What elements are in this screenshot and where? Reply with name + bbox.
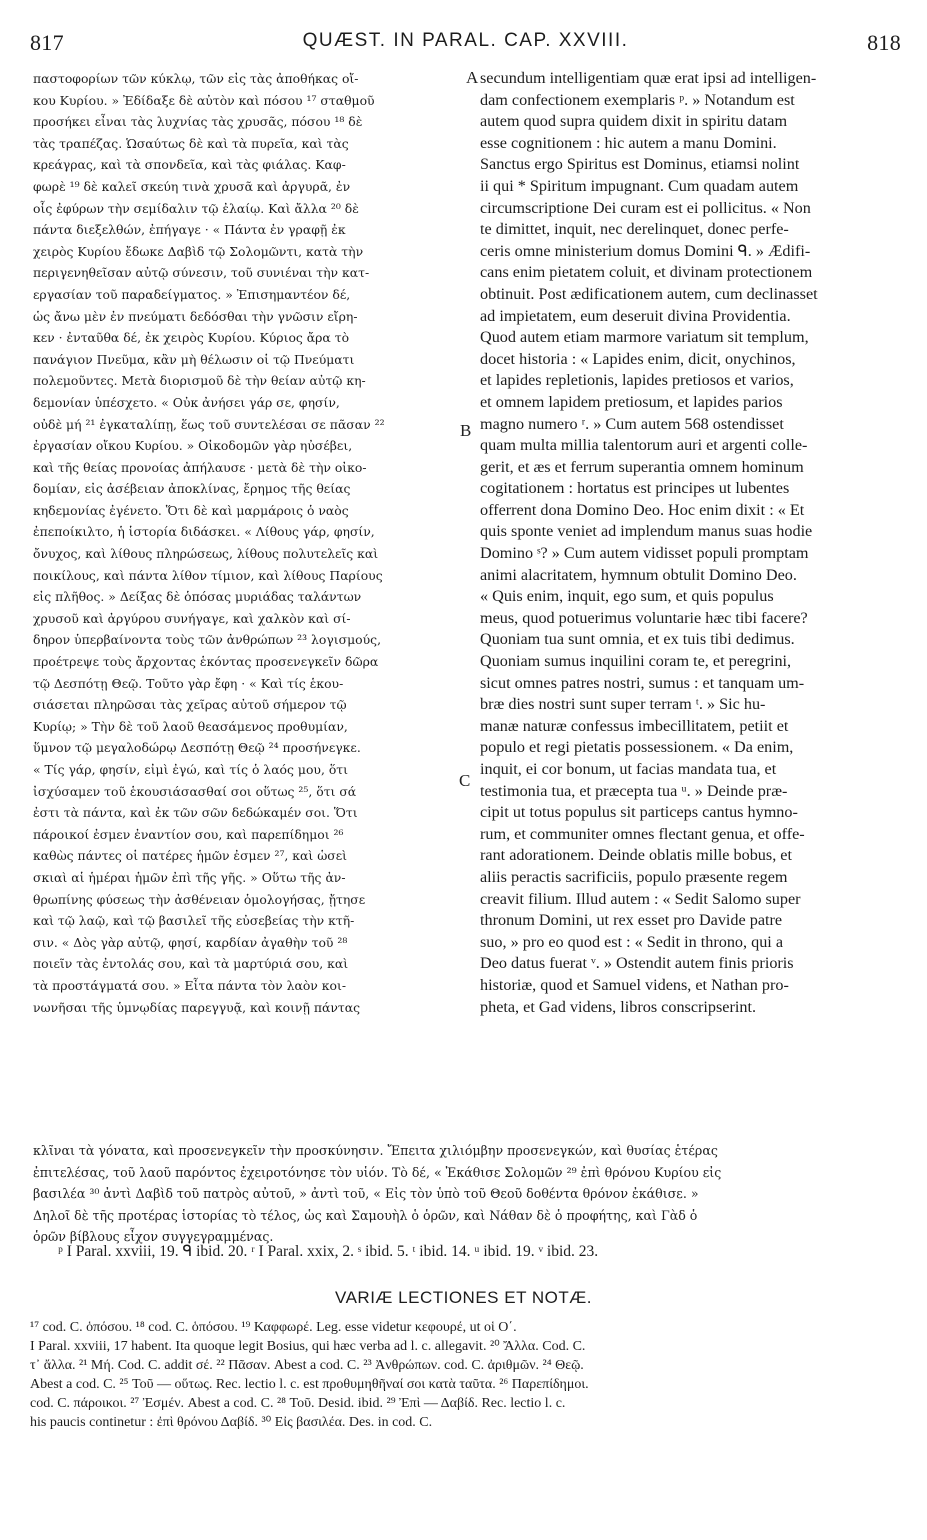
greek-text-line: πάροικοί ἐσμεν ἐναντίον σου, καὶ παρεπίδημοι ²⁶ (33, 826, 344, 842)
greek-text-line: καὶ τῆς θείας προνοίας ἀπήλαυσε · μετὰ δὲ τὴν οἰκο- (33, 459, 367, 475)
greek-text-line: σιν. « Δὸς γὰρ αὐτῷ, φησί, καρδίαν ἀγαθὴν τοῦ ²⁸ (33, 934, 348, 950)
note-line: ¹⁷ cod. C. ὁπόσου. ¹⁸ cod. C. ὁπόσου. ¹⁹ Καφφωρέ. Leg. esse videtur κεφουρέ, ut οἱ Ο΄. (30, 1320, 517, 1335)
greek-text-line: παστοφορίων τῶν κύκλῳ, τῶν εἰς τὰς ἀποθήκας οἴ- (33, 71, 359, 86)
latin-text-line: dam confectionem exemplaris ᵖ. » Notandum est (480, 90, 795, 109)
latin-text-line: suo, » pro eo quod est : « Sedit in throno, qui a (480, 932, 784, 951)
latin-text-line: offerrent dona Domino Deo. Hoc enim dixit : « Et (480, 500, 805, 519)
greek-text-line: σκιαὶ αἱ ἡμέραι ἡμῶν ἐπὶ τῆς γῆς. » Οὕτω τῆς ἀν- (33, 869, 346, 885)
latin-text-line: inquit, ei cor bonum, ut facias mandata tua, et (480, 760, 777, 778)
latin-text-line: animi alacritatem, hymnum obtulit Domino Deo. (480, 565, 797, 584)
greek-text-line: πάντα διεξελθών, ἐπήγαγε · « Πάντα ἐν γραφῇ ἐκ (33, 222, 346, 238)
latin-text-line: cogitationem : hortatus est principes ut lubentes (480, 479, 790, 498)
latin-text-line: pheta, et Gad videns, libros conscripserint. (480, 997, 757, 1016)
latin-text-line: sicut omnes patres nostri, sumus : et tanquam um- (480, 673, 805, 692)
greek-text-line: προέτρεψε τοὺς ἄρχοντας ἑκόντας προσενεγκεῖν δῶρα (33, 654, 379, 670)
latin-text-line: ii qui * Spiritum impugnant. Cum quadam autem (480, 176, 799, 195)
latin-text-line: rum, et communiter omnes flectant genua, et offe- (480, 824, 805, 843)
latin-text-line: et lapides repletionis, lapides pretiosos et varios, (480, 371, 794, 390)
greek-text-line: οὐδὲ μή ²¹ ἐγκαταλίπῃ, ἕως τοῦ συντελέσαι σε πᾶσαν ²² (33, 416, 385, 432)
latin-text-line: ad impietatem, eum deseruit divina Providentia. (480, 306, 791, 325)
greek-text-line: περιγενηθεῖσαν αὐτῷ σύνεσιν, τοῦ συνιέναι τὴν κατ- (33, 265, 370, 281)
greek-text-line: κρεάγρας, καὶ τὰ σπονδεῖα, καὶ τὰς φιάλας. Καφ- (33, 157, 346, 173)
greek-text-line: χειρὸς Κυρίου ἔδωκε Δαβὶδ τῷ Σολομῶντι, κατὰ τὴν (33, 243, 364, 259)
latin-text-line: « Quis enim, inquit, ego sum, et quis populus (480, 587, 774, 606)
greek-text-line: δεμονίαν ὑπέσχετο. « Οὐκ ἀνήσει γάρ σε, φησίν, (33, 394, 340, 410)
latin-text-line: Sanctus ergo Spiritus est Dominus, etiamsi nolint (480, 155, 800, 174)
greek-text-line: καθὼς πάντες οἱ πατέρες ἡμῶν ἐσμεν ²⁷, καὶ ὡσεὶ (33, 848, 348, 864)
greek-text-line: τὰ προστάγματά σου. » Εἶτα πάντα τὸν λαὸν κοι- (33, 977, 347, 993)
latin-text-line: populo et regi pietatis possessionem. « Da enim, (480, 738, 794, 757)
greek-text-line: Κυρίῳ; » Τὴν δὲ τοῦ λαοῦ θεασάμενος προθυμίαν, (33, 718, 348, 734)
greek-text-line: βασιλέα ³⁰ ἀντὶ Δαβὶδ τοῦ πατρὸς αὐτοῦ, » ἀντὶ τοῦ, « Εἰς τὸν ὑπὸ τοῦ Θεοῦ δοθέντα θρόνον ἐκάθισε. » (33, 1186, 699, 1202)
greek-text-line: κλῖναι τὰ γόνατα, καὶ προσενεγκεῖν τὴν προσκύνησιν. Ἔπειτα χιλιόμβην προσενεγκών, καὶ θυσίας ἑτέρας (33, 1143, 718, 1158)
greek-text-line: χρυσοῦ καὶ ἀργύρου συνήγαγε, καὶ χαλκὸν καὶ σί- (33, 610, 351, 626)
greek-text-line: πολεμοῦντες. Μετὰ διορισμοῦ δὲ τὴν θείαν αὐτῷ κη- (33, 373, 366, 389)
page-number-right: 818 (867, 30, 901, 55)
greek-text-line: τῷ Δεσπότῃ Θεῷ. Τοῦτο γὰρ ἔφη · « Καὶ τίς ἑκου- (33, 675, 344, 691)
running-head: QUÆST. IN PARAL. CAP. XXVIII. (302, 30, 629, 51)
greek-text-line: θρωπίνης φύσεως τὴν ἀσθένειαν ὁμολογήσας, ᾔτησε (33, 891, 366, 907)
notes-title: VARIÆ LECTIONES ET NOTÆ. (335, 1288, 592, 1307)
page-number-left: 817 (30, 30, 64, 55)
greek-text-line: ὁρῶν βίβλους εἶχον συγγεγραμμένας. (33, 1229, 274, 1245)
latin-text-line: Quoniam sumus inquilini coram te, et peregrini, (480, 652, 792, 671)
latin-text-line: circumscriptione Dei curam est ei pollicitus. « Non (480, 198, 811, 217)
greek-text-line: νωνῆσαι τῆς ὑμνῳδίας παρεγγυᾷ, καὶ κοινῇ πάντας (33, 999, 361, 1015)
note-line: cod. C. πάροικοι. ²⁷ Ἐσμέν. Abest a cod. C. ²⁸ Τοῦ. Desid. ibid. ²⁹ Ἐπὶ — Δαβίδ. Rec. lectio l. c. (30, 1396, 566, 1411)
page-header (30, 30, 901, 58)
greek-text-line: ἐπεποίκιλτο, ἡ ἱστορία διδάσκει. « Λίθους γάρ, φησίν, (33, 524, 375, 540)
latin-text-line: Deo datus fuerat ᵛ. » Ostendit autem finis prioris (480, 954, 794, 973)
greek-text-line: εργασίαν τοῦ παραδείγματος. » Ἐπισημαντέον δέ, (33, 286, 351, 302)
latin-text-line: secundum intelligentiam quæ erat ipsi ad intelligen- (480, 69, 817, 87)
greek-text-line: ὕμνον τῷ μεγαλοδώρῳ Δεσπότῃ Θεῷ ²⁴ προσήνεγκε. (33, 740, 361, 756)
notes-section (30, 1318, 896, 1432)
latin-text-line: creavit filium. Illud autem : « Sedit Salomo super (480, 889, 801, 908)
latin-text-line: Quoniam tua sunt omnia, et ex tuis tibi dedimus. (480, 630, 795, 649)
latin-text-line: aliis peractis sacrificiis, populo præsente regem (480, 867, 788, 886)
greek-text-line: τὰς τραπέζας. Ὡσαύτως δὲ καὶ τὰ πυρεῖα, καὶ τὰς (33, 135, 349, 151)
latin-text-line: te dimittet, inquit, nec derelinquet, donec perfe- (480, 220, 789, 239)
greek-text-line: ἐστι τὰ πάντα, καὶ ἐκ τῶν σῶν δεδώκαμέν σοι. Ὅτι (33, 805, 358, 821)
latin-text-line: manæ naturæ confessus imbecillitatem, petiit et (480, 716, 789, 735)
latin-text-line: cipit ut totus populus sit particeps cantus hymno- (480, 803, 798, 822)
latin-text-line: Quod autem etiam marmore variatum sit templum, (480, 328, 809, 347)
latin-text-line: obtinuit. Post ædificationem autem, cum declinasset (480, 284, 818, 303)
greek-text-line: δηρον ὑπερβαίνοντα τοὺς τῶν ἀνθρώπων ²³ λογισμούς, (33, 632, 382, 648)
latin-text-line: thronum Domini, ut rex esset pro Davide patre (480, 911, 783, 930)
margin-letter-c: C (459, 771, 471, 790)
margin-letter-a: A (466, 68, 479, 87)
note-line: Abest a cod. C. ²⁵ Τοῦ — οὕτως. Rec. lectio l. c. est προθυμηθῆναί σοι κατὰ ταῦτα. ²⁶ Παρεπίδημοι. (30, 1377, 589, 1392)
latin-text-line: gerit, et æs et ferrum superantia omnem hominum (480, 457, 804, 476)
greek-text-line: Δηλοῖ δὲ τῆς προτέρας ἱστορίας τὸ τέλος, ὡς καὶ Σαμουὴλ ὁ ὁρῶν, καὶ Νάθαν δὲ ὁ προφήτης, καὶ Γὰδ ὁ (33, 1207, 698, 1223)
latin-text-line: magno numero ʳ. » Cum autem 568 ostendisset (480, 414, 784, 433)
greek-text-line: κου Κυρίου. » Ἐδίδαξε δὲ αὐτὸν καὶ πόσου ¹⁷ σταθμοῦ (33, 92, 375, 108)
greek-text-line: ποικίλους, καὶ πάντα λίθον τίμιον, καὶ λίθους Παρίους (33, 567, 383, 583)
greek-text-line: προσήκει εἶναι τὰς λυχνίας τὰς χρυσᾶς, πόσου ¹⁸ δὲ (33, 114, 363, 130)
greek-text-line: ποιεῖν τὰς ἐντολάς σου, καὶ τὰ μαρτύριά σου, καὶ (33, 956, 349, 972)
note-line: I Paral. xxviii, 17 habent. Ita quoque legit Bosius, qui hæc verba ad l. c. allegavit. ²⁰ Ἄλλα. Cod. C. (30, 1339, 586, 1354)
latin-text-line: meus, quod potuerimus voluntarie hæc tibi facere? (480, 608, 808, 627)
greek-text-line: ὡς ἄνω μὲν ἐν πνεύματι δεδόσθαι τὴν γνῶσιν εἴρη- (33, 308, 358, 324)
greek-text-line: κηδεμονίας ἐγένετο. Ὅτι δὲ καὶ μαρμάροις ὁ ναὸς (33, 502, 349, 518)
greek-text-line: εἰς πλῆθος. » Δείξας δὲ ὁπόσας μυριάδας ταλάντων (33, 589, 362, 605)
greek-text-line: ἰσχύσαμεν τοῦ ἑκουσιάσασθαί σοι οὕτως ²⁵, ὅτι σά (33, 783, 357, 799)
latin-text-line: historiæ, quod et Samuel videns, et Nathan pro- (480, 975, 789, 994)
greek-text-line: καὶ τῷ λαῷ, καὶ τῷ βασιλεῖ τῆς εὐσεβείας τὴν κτῆ- (33, 913, 355, 929)
latin-text-line: esse cognitionem : hic autem a manu Domini. (480, 133, 777, 152)
greek-column (33, 68, 461, 1018)
greek-text-line: ὄνυχος, καὶ λίθους πληρώσεως, λίθους πολυτελεῖς καὶ (33, 546, 379, 562)
full-width-greek (33, 1140, 893, 1248)
greek-text-line: κεν · ἐνταῦθα δέ, ἐκ χειρὸς Κυρίου. Κύριος ἄρα τὸ (33, 330, 350, 346)
margin-letter-b: B (460, 421, 472, 440)
latin-text-line: docet historia : « Lapides enim, dicit, onychinos, (480, 349, 796, 368)
latin-text-line: et omnem lapidem pretiosum, et lapides parios (480, 392, 783, 411)
latin-text-line: bræ dies nostri sunt super terram ᵗ. » Sic hu- (480, 695, 766, 714)
latin-text-line: ceris omne ministerium domus Domini ᑫ. » Ædifi- (480, 241, 811, 260)
greek-text-line: πανάγιον Πνεῦμα, κἂν μὴ θέλωσιν οἱ τῷ Πνεύματι (33, 351, 355, 367)
greek-text-line: σιάσεται πληρῶσαι τὰς χεῖρας αὐτοῦ σήμερον τῷ (33, 697, 347, 713)
latin-text-line: cans enim pietatem coluit, et divinam protectionem (480, 263, 813, 282)
greek-text-line: οἷς ἐφύρων τὴν σεμίδαλιν τῷ ἐλαίῳ. Καὶ ἄλλα ²⁰ δὲ (33, 200, 359, 216)
greek-text-line: δομίαν, εἰς ἀσέβειαν ἀποκλίνας, ἔρημος τῆς θείας (33, 481, 351, 497)
greek-text-line: ἐργασίαν οἴκου Κυρίου. » Οἰκοδομῶν γὰρ ηὐσέβει, (33, 438, 353, 454)
latin-text-line: rant adorationem. Deinde oblatis mille bobus, et (480, 846, 792, 865)
latin-text-line: quam multa millia talentorum auri et argenti colle- (480, 436, 808, 455)
latin-text-line: testimonia tua, et præcepta tua ᵘ. » Deinde præ- (480, 781, 788, 800)
greek-text-line: « Τίς γάρ, φησίν, εἰμὶ ἐγώ, καὶ τίς ὁ λαός μου, ὅτι (33, 762, 348, 777)
note-line: τ᾿ ἄλλα. ²¹ Μή. Cod. C. addit σέ. ²² Πᾶσαν. Abest a cod. C. ²³ Ἀνθρώπων. cod. C. ἀριθμῶν. ²⁴ Θεῷ. (30, 1358, 584, 1373)
note-line: his paucis continetur : ἐπὶ θρόνου Δαβίδ. ³⁰ Εἰς βασιλέα. Des. in cod. C. (30, 1415, 433, 1430)
latin-column (480, 68, 892, 1018)
scripture-references: ᵖ I Paral. xxviii, 19. ᑫ ibid. 20. ʳ I Paral. xxix, 2. ˢ ibid. 5. ᵗ ibid. 14. ᵘ ibid. 19. ᵛ ibid. 23. (58, 1243, 599, 1260)
greek-text-line: φωρὲ ¹⁹ δὲ καλεῖ σκεύη τινὰ χρυσᾶ καὶ ἀργυρᾶ, ἐν (33, 178, 351, 194)
latin-text-line: Domino ˢ? » Cum autem vidisset populi promptam (480, 544, 809, 563)
greek-text-line: ἐπιτελέσας, τοῦ λαοῦ παρόντος ἐχειροτόνησε τὸν υἱόν. Τὸ δέ, « Ἐκάθισε Σολομῶν ²⁹ ἐπὶ θρόνου Κυρίου εἰς (33, 1164, 722, 1180)
latin-text-line: autem quod supra quidem dixit in spiritu datam (480, 112, 788, 131)
latin-text-line: quis sponte veniet ad implendum manus suas hodie (480, 522, 813, 541)
